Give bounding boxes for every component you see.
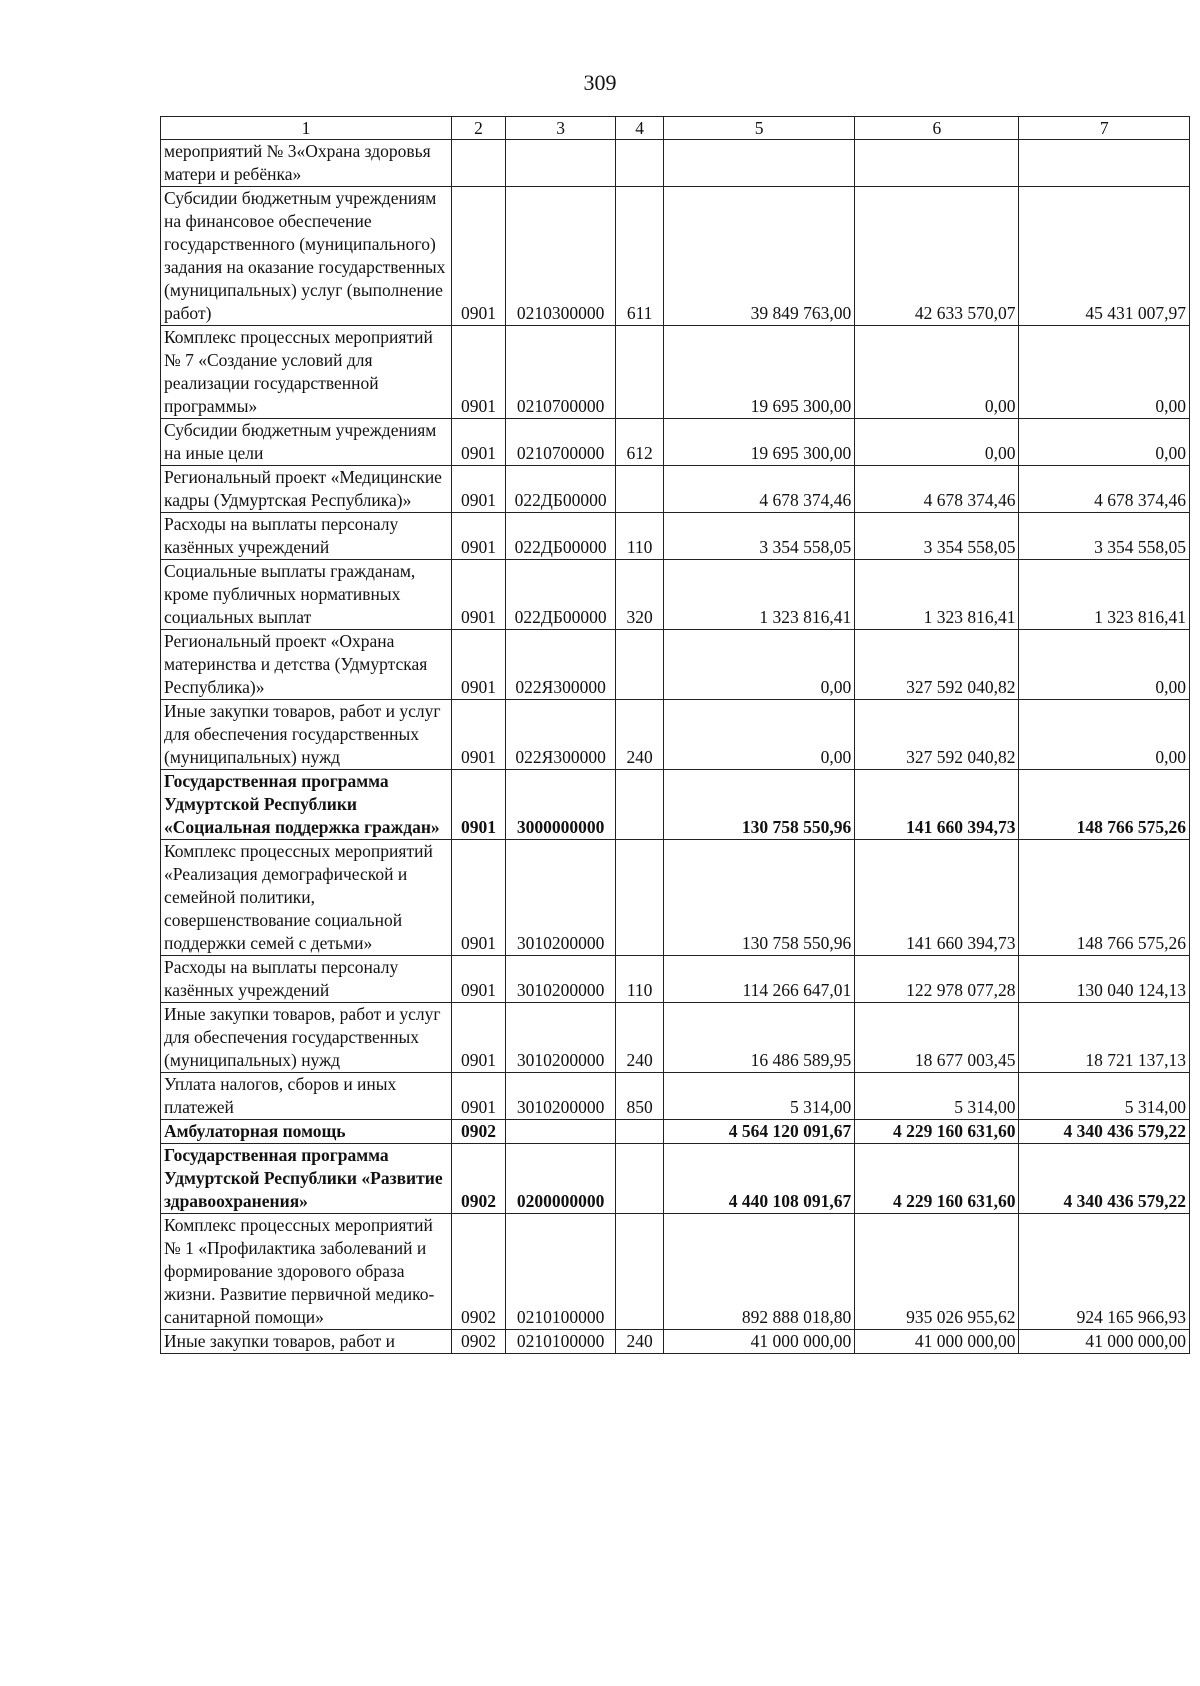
header-row — [161, 117, 1190, 140]
row-expense-type: 612 — [616, 419, 664, 466]
row-amount-col6: 141 660 394,73 — [855, 840, 1019, 956]
table-row — [161, 700, 1190, 770]
row-expense-type: 110 — [616, 956, 664, 1003]
row-name: Иные закупки товаров, работ и — [161, 1330, 452, 1354]
row-amount-col7: 148 766 575,26 — [1019, 770, 1190, 840]
row-section-code: 0901 — [452, 513, 506, 560]
header-col-2: 2 — [452, 117, 506, 140]
row-expense-type: 611 — [616, 187, 664, 326]
row-target-article: 0210100000 — [506, 1330, 616, 1354]
row-amount-col5: 0,00 — [664, 630, 855, 700]
row-amount-col7: 4 678 374,46 — [1019, 466, 1190, 513]
row-expense-type: 320 — [616, 560, 664, 630]
row-amount-col6: 4 229 160 631,60 — [855, 1120, 1019, 1144]
row-amount-col5: 5 314,00 — [664, 1073, 855, 1120]
row-amount-col6: 0,00 — [855, 326, 1019, 419]
table-body — [161, 140, 1190, 1354]
row-section-code: 0901 — [452, 560, 506, 630]
row-amount-col7: 4 340 436 579,22 — [1019, 1120, 1190, 1144]
row-amount-col5: 0,00 — [664, 700, 855, 770]
row-amount-col5: 130 758 550,96 — [664, 770, 855, 840]
row-section-code: 0901 — [452, 466, 506, 513]
row-amount-col6: 935 026 955,62 — [855, 1214, 1019, 1330]
header-col-3: 3 — [506, 117, 616, 140]
table-row — [161, 513, 1190, 560]
row-expense-type — [616, 1214, 664, 1330]
row-amount-col7: 3 354 558,05 — [1019, 513, 1190, 560]
table-row — [161, 956, 1190, 1003]
row-section-code: 0901 — [452, 770, 506, 840]
table-row — [161, 1120, 1190, 1144]
row-amount-col7: 18 721 137,13 — [1019, 1003, 1190, 1073]
row-amount-col7: 130 040 124,13 — [1019, 956, 1190, 1003]
row-name: Субсидии бюджетным учреждениям на финансовое обеспечение государственного (муниципального) задания на оказание государственных (муниципальных) услуг (выполнение работ) — [161, 187, 452, 326]
row-name: Социальные выплаты гражданам, кроме публичных нормативных социальных выплат — [161, 560, 452, 630]
row-amount-col5: 41 000 000,00 — [664, 1330, 855, 1354]
row-target-article: 0200000000 — [506, 1144, 616, 1214]
row-amount-col6: 41 000 000,00 — [855, 1330, 1019, 1354]
row-expense-type: 240 — [616, 1330, 664, 1354]
row-amount-col6: 141 660 394,73 — [855, 770, 1019, 840]
row-amount-col5: 4 440 108 091,67 — [664, 1144, 855, 1214]
row-amount-col7: 45 431 007,97 — [1019, 187, 1190, 326]
table-row — [161, 840, 1190, 956]
row-section-code: 0901 — [452, 326, 506, 419]
row-amount-col7: 148 766 575,26 — [1019, 840, 1190, 956]
row-expense-type: 240 — [616, 1003, 664, 1073]
row-amount-col6: 5 314,00 — [855, 1073, 1019, 1120]
row-target-article: 3010200000 — [506, 956, 616, 1003]
row-expense-type — [616, 770, 664, 840]
table-row — [161, 1330, 1190, 1354]
row-amount-col6: 1 323 816,41 — [855, 560, 1019, 630]
row-name: Расходы на выплаты персоналу казённых учреждений — [161, 513, 452, 560]
table-row — [161, 1214, 1190, 1330]
row-amount-col5: 19 695 300,00 — [664, 419, 855, 466]
row-section-code: 0901 — [452, 700, 506, 770]
row-section-code: 0902 — [452, 1330, 506, 1354]
table-row — [161, 466, 1190, 513]
row-amount-col7: 0,00 — [1019, 419, 1190, 466]
table-row — [161, 326, 1190, 419]
row-target-article: 3000000000 — [506, 770, 616, 840]
header-col-6: 6 — [855, 117, 1019, 140]
row-expense-type — [616, 326, 664, 419]
row-target-article: 0210100000 — [506, 1214, 616, 1330]
table-row — [161, 1073, 1190, 1120]
row-section-code: 0902 — [452, 1144, 506, 1214]
row-amount-col7: 5 314,00 — [1019, 1073, 1190, 1120]
row-amount-col5: 4 678 374,46 — [664, 466, 855, 513]
row-amount-col7: 0,00 — [1019, 326, 1190, 419]
row-name: Иные закупки товаров, работ и услуг для обеспечения государственных (муниципальных) нужд — [161, 700, 452, 770]
row-amount-col5: 3 354 558,05 — [664, 513, 855, 560]
row-name: Уплата налогов, сборов и иных платежей — [161, 1073, 452, 1120]
row-expense-type: 850 — [616, 1073, 664, 1120]
table-row — [161, 770, 1190, 840]
row-amount-col6: 327 592 040,82 — [855, 630, 1019, 700]
row-name: Региональный проект «Охрана материнства и детства (Удмуртская Республика)» — [161, 630, 452, 700]
row-name: Комплекс процессных мероприятий № 1 «Профилактика заболеваний и формирование здорового образа жизни. Развитие первичной медико-санитарной помощи» — [161, 1214, 452, 1330]
budget-table — [160, 116, 1190, 1354]
row-amount-col5: 1 323 816,41 — [664, 560, 855, 630]
row-target-article: 0210300000 — [506, 187, 616, 326]
row-expense-type — [616, 466, 664, 513]
table-row — [161, 187, 1190, 326]
row-amount-col7: 0,00 — [1019, 630, 1190, 700]
row-target-article — [506, 140, 616, 187]
row-amount-col5 — [664, 140, 855, 187]
row-target-article: 022Я300000 — [506, 630, 616, 700]
row-target-article: 3010200000 — [506, 1073, 616, 1120]
row-section-code — [452, 140, 506, 187]
row-amount-col5: 892 888 018,80 — [664, 1214, 855, 1330]
row-name: Комплекс процессных мероприятий № 7 «Создание условий для реализации государственной программы» — [161, 326, 452, 419]
row-expense-type: 110 — [616, 513, 664, 560]
row-section-code: 0902 — [452, 1214, 506, 1330]
row-expense-type: 240 — [616, 700, 664, 770]
row-section-code: 0901 — [452, 956, 506, 1003]
row-amount-col5: 19 695 300,00 — [664, 326, 855, 419]
table-row — [161, 1003, 1190, 1073]
row-expense-type — [616, 630, 664, 700]
header-col-7: 7 — [1019, 117, 1190, 140]
row-section-code: 0901 — [452, 187, 506, 326]
row-amount-col6: 42 633 570,07 — [855, 187, 1019, 326]
row-section-code: 0901 — [452, 1003, 506, 1073]
header-col-1: 1 — [161, 117, 452, 140]
table-row — [161, 419, 1190, 466]
row-target-article: 0210700000 — [506, 419, 616, 466]
row-target-article: 022ДБ00000 — [506, 466, 616, 513]
row-section-code: 0901 — [452, 419, 506, 466]
row-section-code: 0902 — [452, 1120, 506, 1144]
row-amount-col7: 0,00 — [1019, 700, 1190, 770]
row-amount-col6: 4 678 374,46 — [855, 466, 1019, 513]
row-amount-col5: 16 486 589,95 — [664, 1003, 855, 1073]
row-target-article: 3010200000 — [506, 840, 616, 956]
row-section-code: 0901 — [452, 1073, 506, 1120]
row-target-article: 022ДБ00000 — [506, 560, 616, 630]
row-name: Региональный проект «Медицинские кадры (Удмуртская Республика)» — [161, 466, 452, 513]
page-number: 309 — [583, 70, 617, 95]
row-amount-col5: 130 758 550,96 — [664, 840, 855, 956]
row-amount-col6: 0,00 — [855, 419, 1019, 466]
row-amount-col7 — [1019, 140, 1190, 187]
row-target-article: 3010200000 — [506, 1003, 616, 1073]
row-expense-type — [616, 1144, 664, 1214]
row-target-article: 022ДБ00000 — [506, 513, 616, 560]
row-amount-col5: 39 849 763,00 — [664, 187, 855, 326]
header-col-5: 5 — [664, 117, 855, 140]
row-amount-col7: 924 165 966,93 — [1019, 1214, 1190, 1330]
row-name: Амбулаторная помощь — [161, 1120, 452, 1144]
row-amount-col7: 4 340 436 579,22 — [1019, 1144, 1190, 1214]
row-amount-col7: 41 000 000,00 — [1019, 1330, 1190, 1354]
row-amount-col7: 1 323 816,41 — [1019, 560, 1190, 630]
table-row — [161, 140, 1190, 187]
row-name: Государственная программа Удмуртской Республики «Развитие здравоохранения» — [161, 1144, 452, 1214]
row-amount-col6: 3 354 558,05 — [855, 513, 1019, 560]
row-amount-col5: 4 564 120 091,67 — [664, 1120, 855, 1144]
row-section-code: 0901 — [452, 840, 506, 956]
header-col-4: 4 — [616, 117, 664, 140]
row-target-article: 022Я300000 — [506, 700, 616, 770]
row-amount-col6: 4 229 160 631,60 — [855, 1144, 1019, 1214]
row-expense-type — [616, 840, 664, 956]
row-expense-type — [616, 1120, 664, 1144]
row-amount-col5: 114 266 647,01 — [664, 956, 855, 1003]
table-row — [161, 630, 1190, 700]
row-target-article — [506, 1120, 616, 1144]
row-amount-col6 — [855, 140, 1019, 187]
row-section-code: 0901 — [452, 630, 506, 700]
row-amount-col6: 18 677 003,45 — [855, 1003, 1019, 1073]
table-row — [161, 1144, 1190, 1214]
row-expense-type — [616, 140, 664, 187]
row-name: Расходы на выплаты персоналу казённых учреждений — [161, 956, 452, 1003]
row-name: Комплекс процессных мероприятий «Реализация демографической и семейной политики, совершенствование социальной поддержки семей с детьми» — [161, 840, 452, 956]
row-name: Иные закупки товаров, работ и услуг для обеспечения государственных (муниципальных) нужд — [161, 1003, 452, 1073]
row-name: Государственная программа Удмуртской Республики «Социальная поддержка граждан» — [161, 770, 452, 840]
row-name: мероприятий № 3«Охрана здоровья матери и ребёнка» — [161, 140, 452, 187]
row-target-article: 0210700000 — [506, 326, 616, 419]
row-amount-col6: 122 978 077,28 — [855, 956, 1019, 1003]
row-name: Субсидии бюджетным учреждениям на иные цели — [161, 419, 452, 466]
table-row — [161, 560, 1190, 630]
row-amount-col6: 327 592 040,82 — [855, 700, 1019, 770]
